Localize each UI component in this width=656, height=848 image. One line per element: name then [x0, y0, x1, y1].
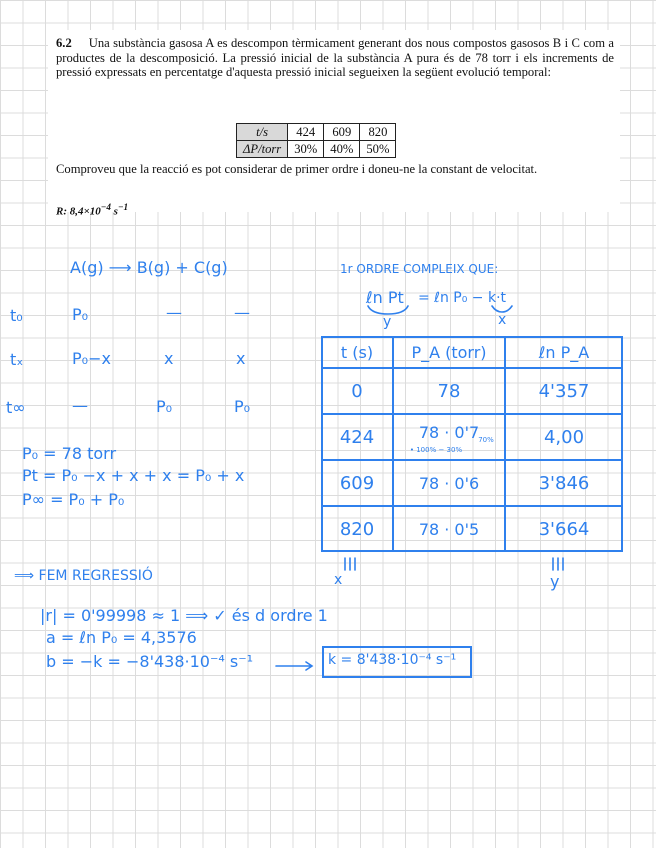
table-cell: 78 · 0'5 [418, 519, 480, 539]
table-cell: 609 [324, 124, 360, 141]
pinf-expression: P∞ = P₀ + P₀ [22, 490, 125, 509]
p0-value: P₀ = 78 torr [22, 444, 117, 463]
correlation-line: |r| = 0'99998 ≈ 1 ⟹ ✓ és d ordre 1 [40, 606, 328, 625]
underbrace-left [368, 306, 408, 314]
time-label-tinf: t∞ [6, 398, 26, 417]
table-cell: 820 [360, 124, 396, 141]
table-header-pressure: P_A (torr) [411, 342, 487, 362]
x-variable-mark: x [498, 312, 507, 328]
regression-note: ⟹ FEM REGRESSIÓ [14, 568, 153, 584]
table-cell: 609 [339, 472, 375, 494]
time-label-tx: tₓ [10, 350, 24, 369]
tx-a: P₀−x [72, 349, 111, 368]
time-label-t0: t₀ [10, 306, 23, 325]
table-cell: ΔP/torr [237, 141, 288, 158]
table-cell: 78 · 0'7 [418, 422, 480, 442]
tinf-b: P₀ [156, 397, 173, 416]
slope-line: b = −k = −8'438·10⁻⁴ s⁻¹ [46, 652, 254, 671]
tx-c: x [236, 349, 246, 368]
table-cell: 78 [437, 380, 461, 402]
tinf-c: P₀ [234, 397, 251, 416]
table-cell: 424 [288, 124, 324, 141]
table-cell: 424 [339, 426, 375, 448]
problem-number: 6.2 [56, 36, 72, 50]
ln-equation-left: ℓn Pt [366, 288, 404, 307]
pt-expression: Pt = P₀ −x + x + x = P₀ + x [22, 466, 245, 485]
problem-answer: R: $8,4\times 10^{-4}$ $s^{-1}$ [56, 202, 129, 218]
table-cell: 820 [339, 518, 375, 540]
t0-c: — [234, 303, 250, 322]
table-cell: 4,00 [543, 426, 585, 448]
rate-constant-result: k = 8'438·10⁻⁴ s⁻¹ [328, 652, 457, 668]
table-cell: 3'846 [538, 472, 590, 494]
table-cell: 0 [351, 380, 363, 402]
y-under-mark: y [550, 572, 560, 591]
table-cell: 4'357 [538, 380, 590, 402]
table-cell: 30% [288, 141, 324, 158]
problem-statement: Una substància gasosa A es descompon tèrmicament generant dos nous compostos gasosos B i C com a productes de la descomposició. La pressió inicial de la substància A pura és de 78 torr i els increments de pressió expressats en percentatge d'aquesta pressió inicial segueixen la següent evolució temporal: [56, 36, 614, 80]
x-under-mark: x [334, 572, 343, 588]
table-cell: t/s [237, 124, 288, 141]
intercept-line: a = ℓn P₀ = 4,3576 [46, 628, 197, 647]
tinf-a: — [72, 396, 88, 415]
t0-a: P₀ [72, 305, 89, 324]
table-header-lnp: ℓn P_A [538, 342, 590, 362]
table-cell: 78 · 0'6 [418, 473, 480, 493]
t0-b: — [166, 303, 182, 322]
result-arrow [276, 662, 312, 670]
percent-subnote: • 100% − 30% [409, 446, 463, 454]
order-heading: 1r ORDRE COMPLEIX QUE: [340, 262, 499, 276]
table-header-time: t (s) [340, 342, 374, 362]
table-cell: 50% [360, 141, 396, 158]
percent-subnote-small: 70% [478, 436, 494, 444]
reaction-equation: A(g) ⟶ B(g) + C(g) [70, 258, 228, 277]
problem-question: Comproveu que la reacció es pot considerar de primer ordre i doneu-ne la constant de velocitat. [56, 162, 538, 176]
tx-b: x [164, 349, 174, 368]
underbrace-right [492, 306, 512, 312]
y-variable-mark: y [383, 314, 392, 330]
table-cell: 40% [324, 141, 360, 158]
ln-equation-right: = ℓn P₀ − k·t [418, 290, 507, 306]
table-cell: 3'664 [538, 518, 590, 540]
